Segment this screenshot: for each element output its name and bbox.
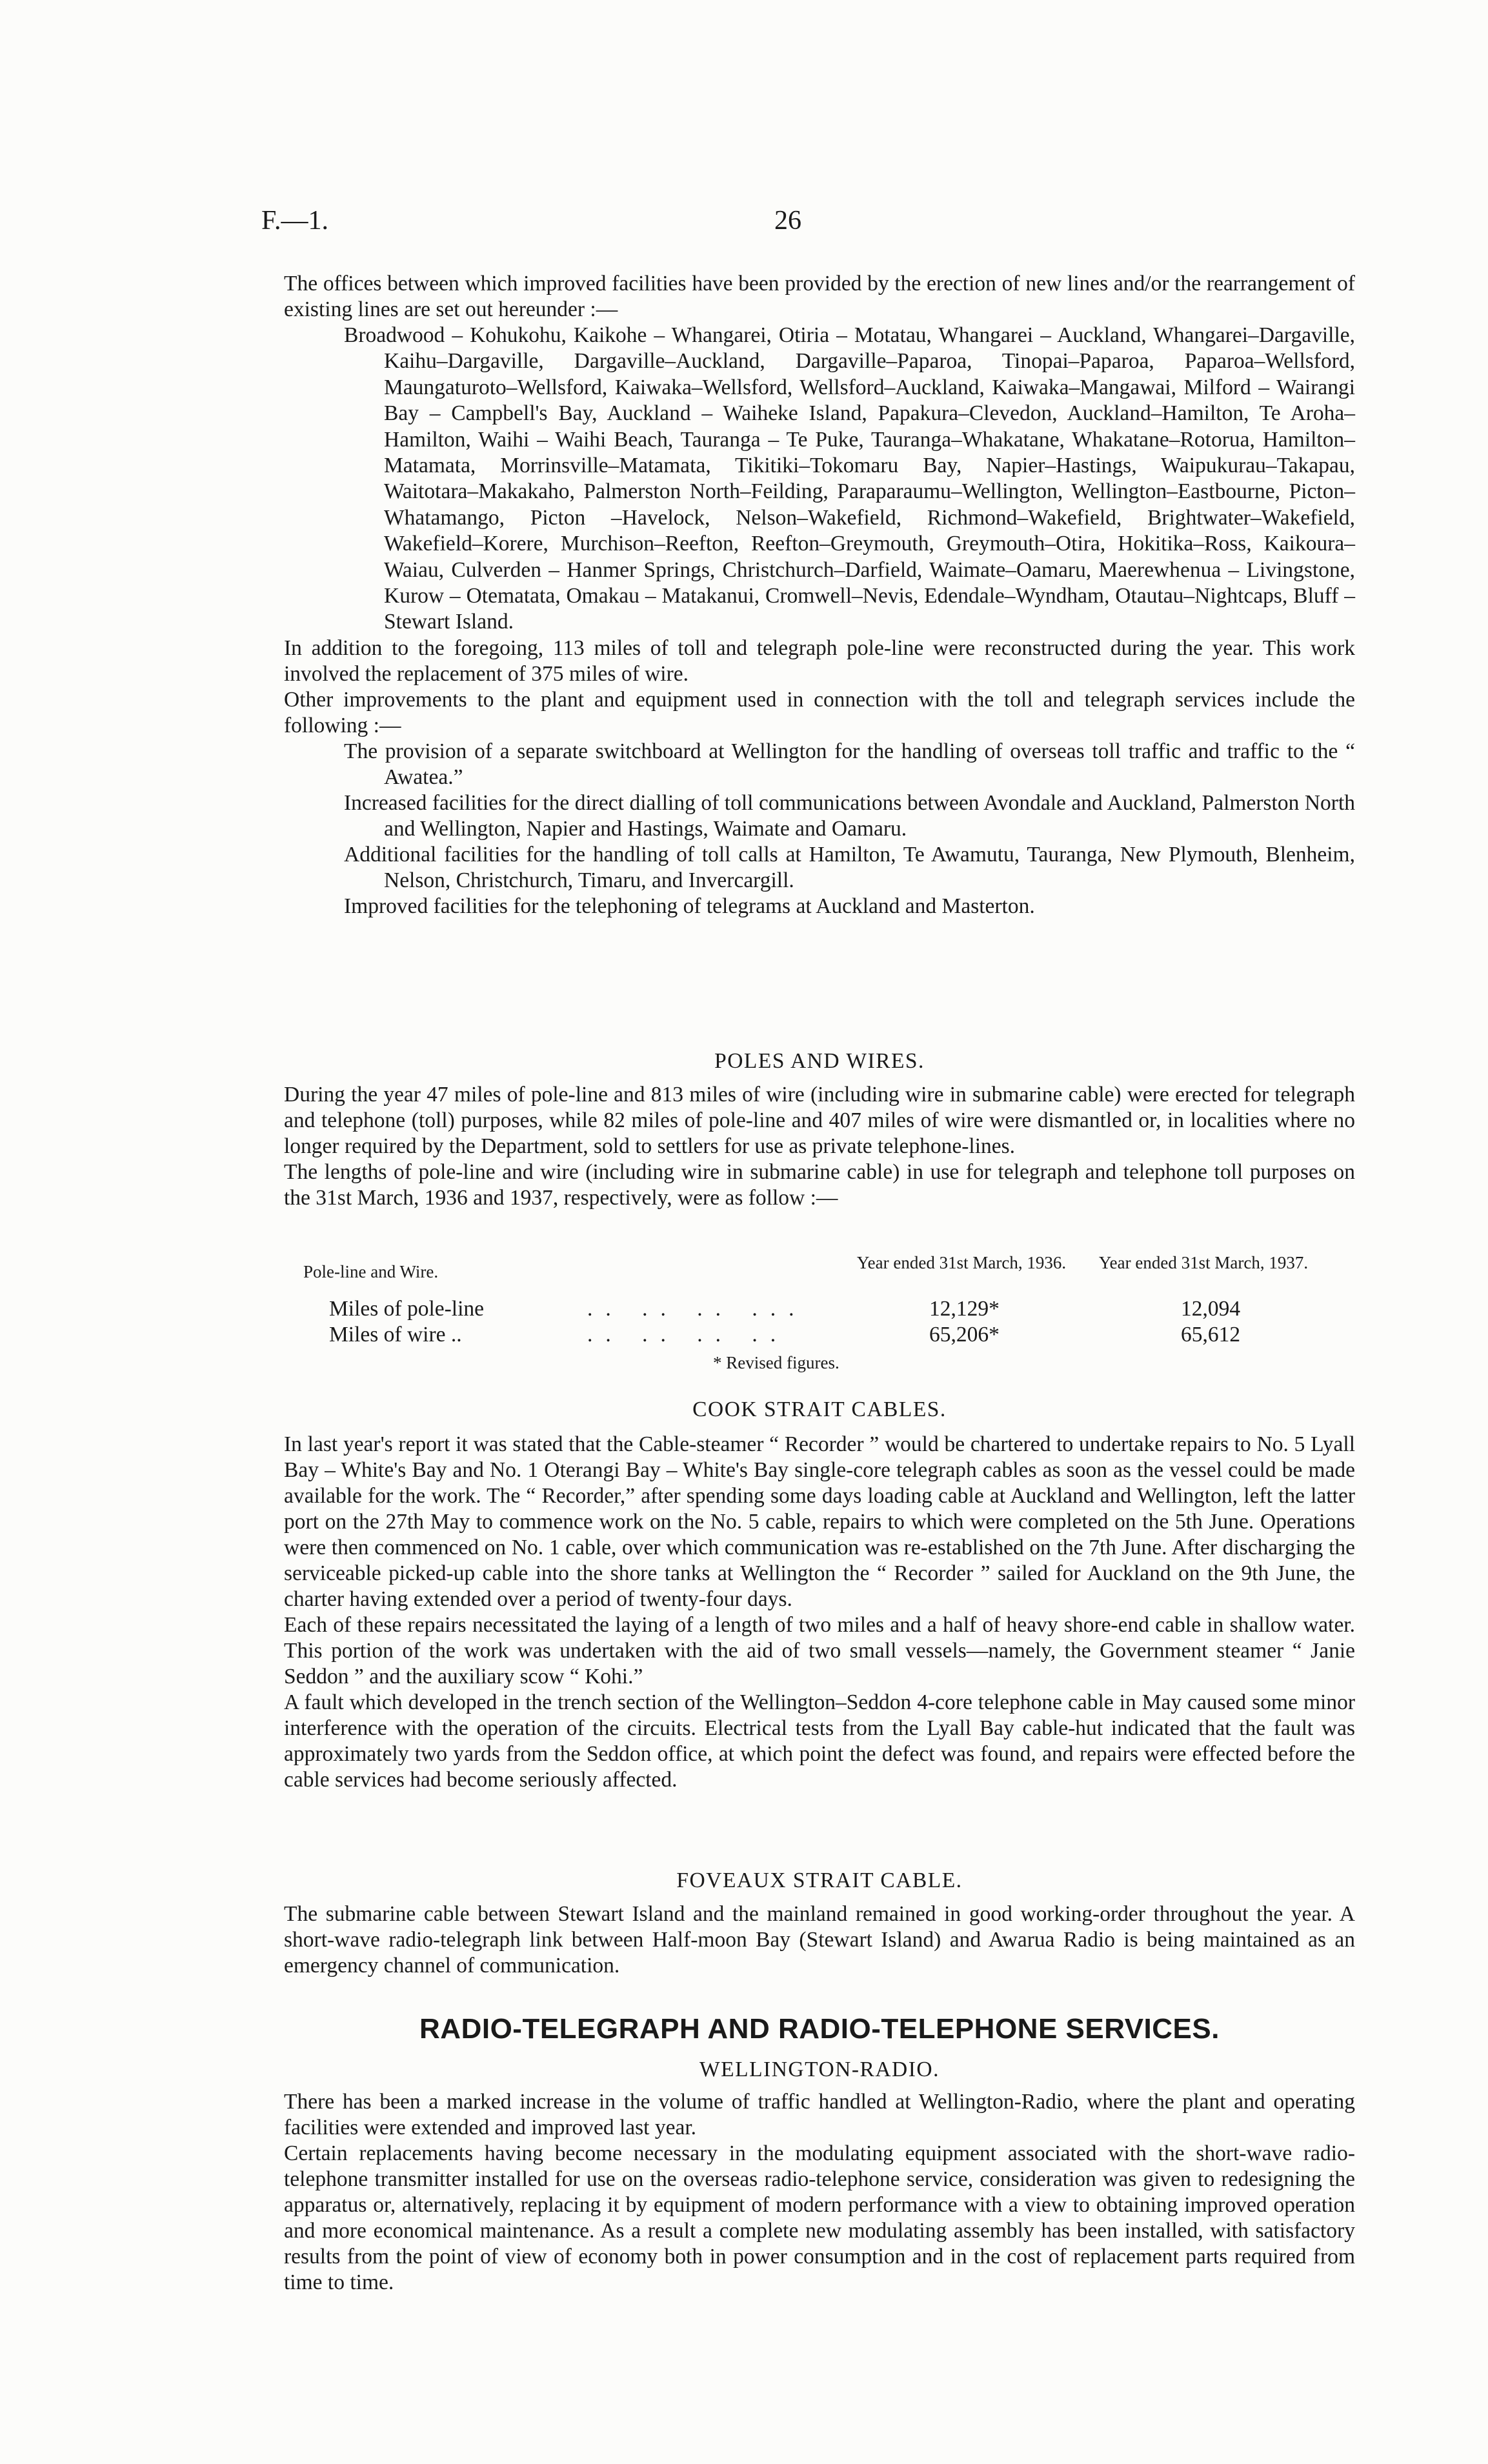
paragraph: Certain replacements having become necessary in the modulating equipment associated with the short-wave radio-telephone transmitter installed for use on the overseas radio-telephone service, consideration was given to redesigning the apparatus or, alternatively, replacing it by equipment of modern performance with a view to obtaining improved operation and more economical maintenance. As a result a complete new modulating assembly has been installed, with satisfactory results from the point of view of economy both in power consumption and in the cost of replacement parts required from time to time.: [284, 2141, 1355, 2294]
table-cell-1936: 12,129*: [929, 1297, 1000, 1321]
paragraph: During the year 47 miles of pole-line and 813 miles of wire (including wire in submarine cable) were erected for telegraph and telephone (toll) purposes, while 82 miles of pole-line and 407 miles of wire were dismantled or, in localities where no longer required by the Department, sold to settlers for use as private telephone-lines.: [284, 1083, 1355, 1158]
improvement-item: Increased facilities for the direct dialling of toll communications between Avondale and Auckland, Palmerston North and Wellington, Napier and Hastings, Waimate and Oamaru.: [344, 790, 1355, 841]
subheading: WELLINGTON-RADIO.: [699, 2058, 940, 2081]
foveaux-section: [284, 1868, 1355, 1979]
paragraph: There has been a marked increase in the volume of traffic handled at Wellington-Radio, where the plant and operating facilities were extended and improved last year.: [284, 2090, 1355, 2139]
table-cell-1937: 65,612: [1181, 1323, 1241, 1347]
paragraph: In last year's report it was stated that the Cable-steamer “ Recorder ” would be chartered to undertake repairs to No. 5 Lyall Bay – White's Bay and No. 1 Oterangi Bay – White's Bay single-core telegraph cables as soon as the vessel could be made available for the work. The “ Recorder,” after spending some days loading cable at Auckland and Wellington, left the latter port on the 27th May to commence work on the No. 5 cable, repairs to which were completed on the 5th June. Operations were then commenced on No. 1 cable, over which communication was re-established on the 7th June. After discharging the serviceable picked-up cable into the shore tanks at Wellington the “ Recorder ” sailed for Auckland on the 9th June, the charter having extended over a period of twenty-four days.: [284, 1432, 1355, 1611]
table-header-1937: Year ended 31st March, 1937.: [1098, 1253, 1309, 1272]
paragraph: The submarine cable between Stewart Island and the mainland remained in good working-order throughout the year. A short-wave radio-telegraph link between Half-moon Bay (Stewart Island) and Awarua Radio is being maintained as an emergency channel of communication.: [284, 1902, 1355, 1978]
cook-section: [284, 1397, 1355, 1793]
section-heading: POLES AND WIRES.: [714, 1049, 925, 1073]
table-row-label: Miles of wire ..: [329, 1323, 462, 1347]
pole-wire-table: [284, 1253, 1355, 1382]
section-heading: FOVEAUX STRAIT CABLE.: [676, 1868, 963, 1892]
improvements-intro: Other improvements to the plant and equipment used in connection with the toll and telegraph services include the following :—: [284, 687, 1355, 737]
table-row-label: Miles of pole-line: [329, 1297, 485, 1321]
table-row-leader: .. .. .. ..: [587, 1323, 789, 1347]
table-cell-1937: 12,094: [1181, 1297, 1241, 1321]
improvement-item: The provision of a separate switchboard at Wellington for the handling of overseas toll traffic and traffic to the “ Awatea.”: [344, 739, 1355, 789]
reconstruct-paragraph: In addition to the foregoing, 113 miles of toll and telegraph pole-line were reconstructed during the year. This work involved the replacement of 375 miles of wire.: [284, 636, 1355, 686]
intro-paragraph: The offices between which improved facilities have been provided by the erection of new lines and/or the rearrangement of existing lines are set out hereunder :—: [284, 272, 1355, 321]
poles-section: [284, 1048, 1355, 1211]
document-reference: F.—1.: [261, 206, 328, 235]
table-cell-1936: 65,206*: [929, 1323, 1000, 1347]
paragraph: A fault which developed in the trench section of the Wellington–Seddon 4-core telephone cable in May caused some minor interference with the operation of the circuits. Electrical tests from the Lyall Bay cable-hut indicated that the fault was approximately two yards from the Seddon office, at which point the defect was found, and repairs were effected before the cable services had become seriously affected.: [284, 1690, 1355, 1792]
page-number: 26: [774, 206, 801, 235]
table-header-1936: Year ended 31st March, 1936.: [856, 1253, 1067, 1272]
radio-section: [284, 2013, 1355, 2296]
improvement-item: Additional facilities for the handling of toll calls at Hamilton, Te Awamutu, Tauranga, New Plymouth, Blenheim, Nelson, Christchurch, Timaru, and Invercargill.: [344, 842, 1355, 892]
office-list: Broadwood – Kohukohu, Kaikohe – Whangarei, Otiria – Motatau, Whangarei – Auckland, Whangarei–Dargaville, Kaihu–Dargaville, Dargaville–Auckland, Dargaville–Paparoa, Tinopai–Paparoa, Paparoa–Wellsford, Maungaturoto–Wellsford, Kaiwaka–Wellsford, Wellsford–Auckland, Kaiwaka–Mangawai, Milford – Wairangi Bay – Campbell's Bay, Auckland – Waiheke Island, Papakura–Clevedon, Auckland–Hamilton, Te Aroha–Hamilton, Waihi – Waihi Beach, Tauranga – Te Puke, Tauranga–Whakatane, Whakatane–Rotorua, Hamilton–Matamata, Morrinsville–Matamata, Tikitiki–Tokomaru Bay, Napier–Hastings, Waipukurau–Takapau, Waitotara–Makakaho, Palmerston North–Feilding, Paraparaumu–Wellington, Wellington–Eastbourne, Picton–Whatamango, Picton –Havelock, Nelson–Wakefield, Richmond–Wakefield, Brightwater–Wakefield, Wakefield–Korere, Murchison–Reefton, Reefton–Greymouth, Greymouth–Otira, Hokitika–Ross, Kaikoura–Waiau, Culverden – Hanmer Springs, Christchurch–Darfield, Waimate–Oamaru, Maerewhenua – Livingstone, Kurow – Otematata, Omakau – Matakanui, Cromwell–Nevis, Edendale–Wyndham, Otautau–Nightcaps, Bluff – Stewart Island.: [344, 323, 1355, 634]
paragraph: The lengths of pole-line and wire (including wire in submarine cable) in use for telegraph and telephone toll purposes on the 31st March, 1936 and 1937, respectively, were as follow :—: [284, 1160, 1355, 1210]
improvement-item: Improved facilities for the telephoning of telegrams at Auckland and Masterton.: [344, 894, 1035, 918]
paragraph: Each of these repairs necessitated the laying of a length of two miles and a half of heavy shore-end cable in shallow water. This portion of the work was undertaken with the aid of two small vessels—namely, the Government steamer “ Janie Seddon ” and the auxiliary scow “ Kohi.”: [284, 1613, 1355, 1688]
table-row-leader: .. .. .. ...: [587, 1297, 807, 1321]
intro-section: [284, 271, 1355, 919]
section-heading: COOK STRAIT CABLES.: [692, 1397, 947, 1421]
table-header-label: Pole-line and Wire.: [303, 1262, 439, 1281]
table-footnote: * Revised figures.: [713, 1353, 840, 1372]
main-heading: RADIO-TELEGRAPH AND RADIO-TELEPHONE SERVICES.: [419, 2013, 1220, 2045]
